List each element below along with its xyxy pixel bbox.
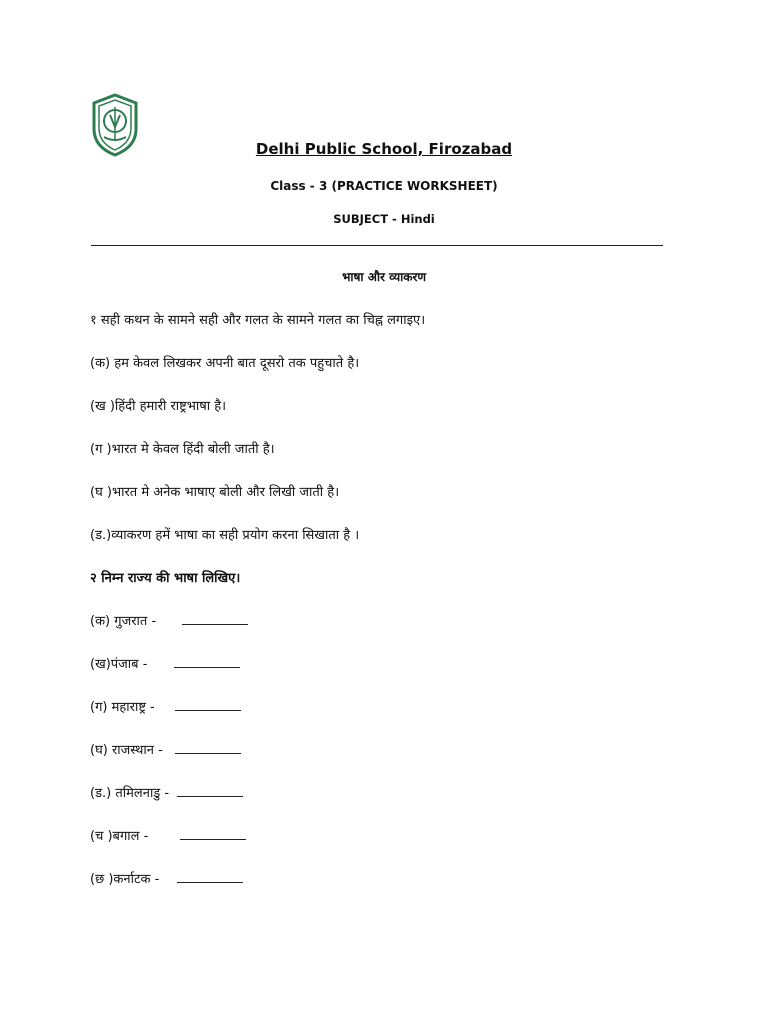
q1-item: (ड.)व्याकरण हमें भाषा का सही प्रयोग करना सिखाता है । xyxy=(90,528,360,543)
q2-item xyxy=(90,740,241,758)
state-label: (ख)पंजाब - xyxy=(90,657,148,672)
q2-item xyxy=(90,869,243,887)
state-label: (घ) राजस्थान - xyxy=(90,743,163,758)
class-line: Class - 3 (PRACTICE WORKSHEET) xyxy=(270,179,498,193)
q1-item: (घ )भारत मे अनेक भाषाए बोली और लिखी जाती है। xyxy=(90,485,340,500)
answer-blank[interactable] xyxy=(182,612,248,625)
answer-blank[interactable] xyxy=(175,741,241,754)
divider xyxy=(91,245,663,246)
state-label: (च )बगाल - xyxy=(90,829,149,844)
q1-instruction: १ सही कथन के सामने सही और गलत के सामने गलत का चिह्न लगाइए। xyxy=(90,313,426,328)
answer-blank[interactable] xyxy=(177,870,243,883)
section-heading: भाषा और व्याकरण xyxy=(341,270,427,284)
q2-item xyxy=(90,654,240,672)
state-label: (ग) महाराष्ट्र - xyxy=(90,700,155,715)
subject-line: SUBJECT - Hindi xyxy=(333,212,435,226)
q2-instruction: २ निम्न राज्य की भाषा लिखिए। xyxy=(90,571,241,586)
q1-item: (क) हम केवल लिखकर अपनी बात दूसरो तक पहुचाते है। xyxy=(90,356,360,371)
q2-item xyxy=(90,783,243,801)
q1-item: (ग )भारत मे केवल हिंदी बोली जाती है। xyxy=(90,442,275,457)
state-label: (ड.) तमिलनाडु - xyxy=(90,786,170,801)
answer-blank[interactable] xyxy=(175,698,241,711)
q1-item: (ख )हिंदी हमारी राष्ट्रभाषा है। xyxy=(90,399,227,414)
q2-item xyxy=(90,826,246,844)
q2-item xyxy=(90,697,241,715)
school-name: Delhi Public School, Firozabad xyxy=(255,140,513,158)
state-label: (क) गुजरात - xyxy=(90,614,157,629)
answer-blank[interactable] xyxy=(177,784,243,797)
state-label: (छ )कर्नाटक - xyxy=(90,872,160,887)
q2-item xyxy=(90,611,248,629)
answer-blank[interactable] xyxy=(174,655,240,668)
answer-blank[interactable] xyxy=(180,827,246,840)
